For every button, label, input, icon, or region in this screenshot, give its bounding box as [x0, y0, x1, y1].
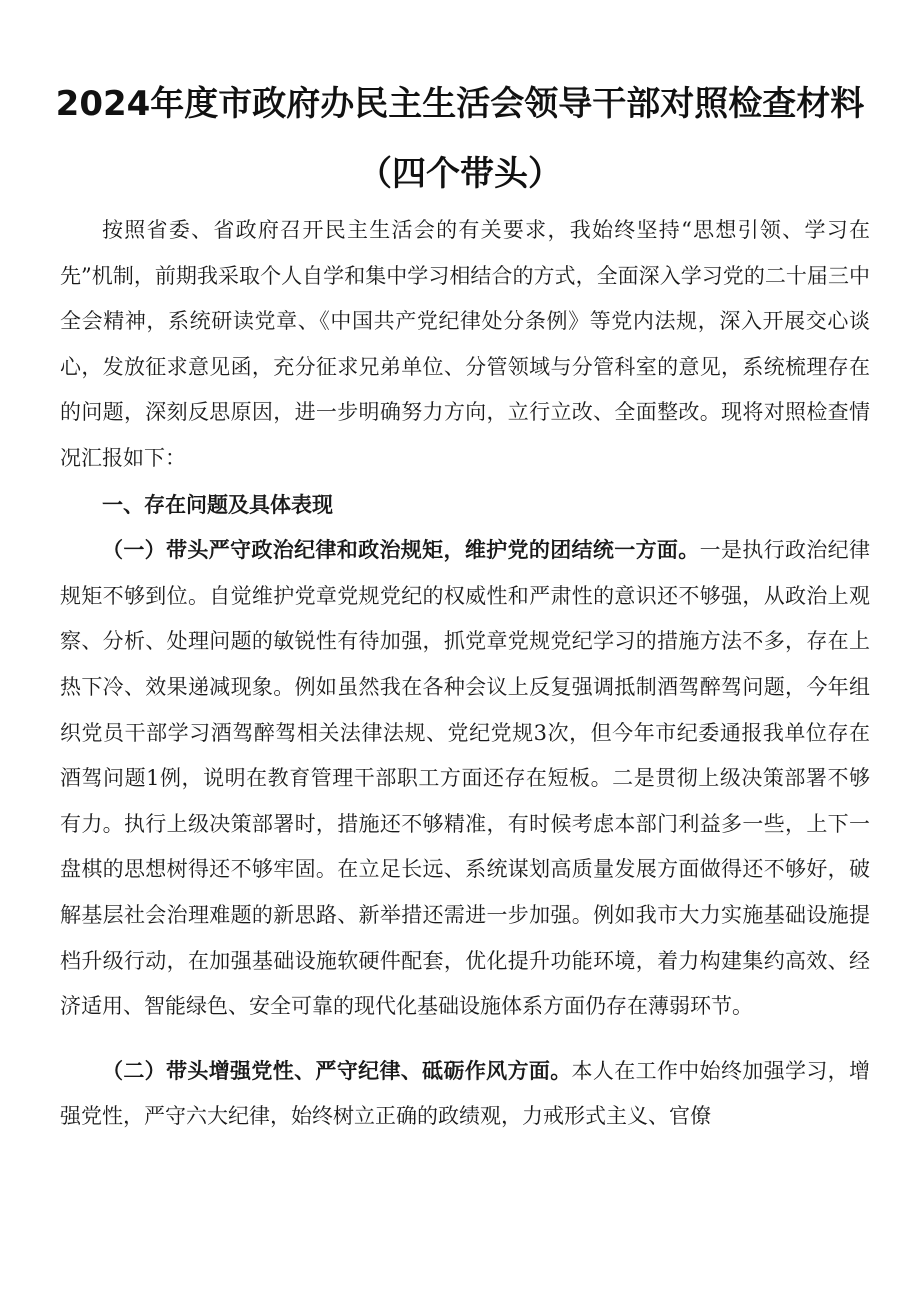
item-text-1: 一是执行政治纪律规矩不够到位。自觉维护党章党规党纪的权威性和严肃性的意识还不够强，从政治上观察、分析、处理问题的敏锐性有待加强，抓党章党规党纪学习的措施方法不多，存在上热下冷、效果递减现象。例如虽然我在各种会议上反复强调抵制酒驾醉驾问题，今年组织党员干部学习酒驾醉驾相关法律法规、党纪党规3次，但今年市纪委通报我单位存在酒驾问题1例，说明在教育管理干部职工方面还存在短板。二是贯彻上级决策部署不够有力。执行上级决策部署时，措施还不够精准，有时候考虑本部门利益多一些，上下一盘棋的思想树得还不够牢固。在立足长远、系统谋划高质量发展方面做得还不够好，破解基层社会治理难题的新思路、新举措还需进一步加强。例如我市大力实施基础设施提档升级行动，在加强基础设施软硬件配套，优化提升功能环境，着力构建集约高效、经济适用、智能绿色、安全可靠的现代化基础设施体系方面仍存在薄弱环节。: [60, 538, 871, 1019]
section-heading: 一、存在问题及具体表现: [102, 491, 333, 517]
item-heading-1: （一）带头严守政治纪律和政治规矩，维护党的团结统一方面。: [102, 537, 700, 563]
item-paragraph-1: [60, 527, 870, 1030]
item-heading-2: （二）带头增强党性、严守纪律、砥砺作风方面。: [102, 1057, 572, 1083]
intro-paragraph: 按照省委、省政府召开民主生活会的有关要求，我始终坚持“思想引领、学习在先”机制，前期我采取个人自学和集中学习相结合的方式，全面深入学习党的二十届三中全会精神，系统研读党章、《中国共产党纪律处分条例》等党内法规，深入开展交心谈心，发放征求意见函，充分征求兄弟单位、分管领域与分管科室的意见，系统梳理存在的问题，深刻反思原因，进一步明确努力方向，立行立改、全面整改。现将对照检查情况汇报如下：: [60, 218, 870, 470]
document-body: [60, 208, 870, 1140]
document-title: 2024年度市政府办民主生活会领导干部对照检查材料: [55, 84, 865, 124]
document-subtitle: （四个带头）: [358, 154, 562, 194]
item-text-2: 本人在工作中始终加强学习，增强党性，严守六大纪律，始终树立正确的政绩观，力戒形式主义、官僚: [60, 1058, 871, 1129]
item-paragraph-2: [60, 1048, 870, 1140]
